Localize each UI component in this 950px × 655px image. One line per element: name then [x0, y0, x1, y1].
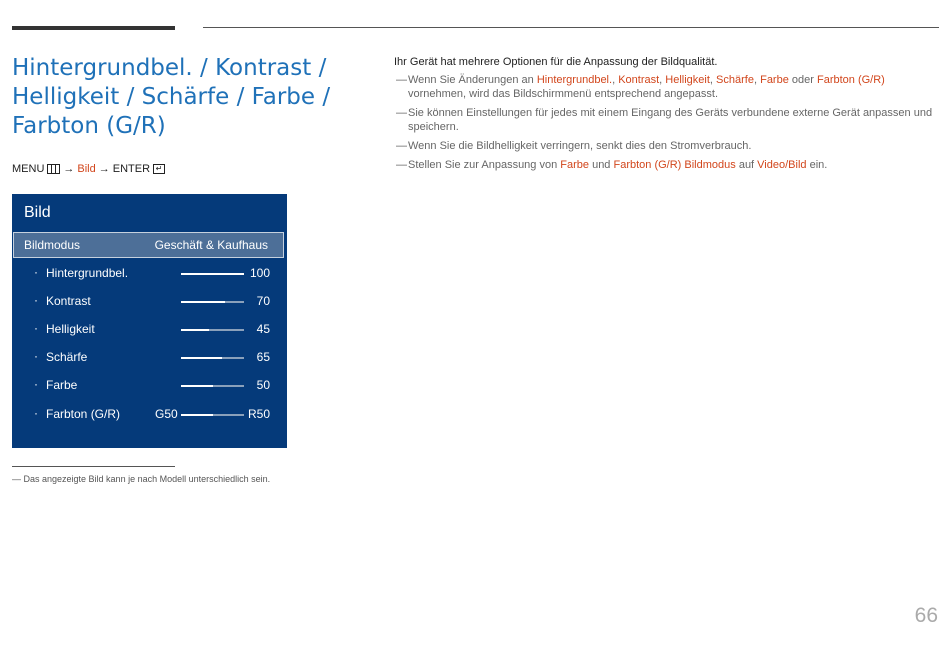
- header-rule-thick: [12, 26, 175, 30]
- osd-tint-green-value: G50: [155, 407, 178, 421]
- note-keyword: Farbe: [560, 159, 590, 171]
- menu-label: MENU: [12, 163, 45, 175]
- note-text: oder: [788, 74, 817, 86]
- osd-item-label: Farbton (G/R): [46, 407, 121, 421]
- menu-path-bild: Bild: [77, 163, 96, 175]
- page-number: 66: [914, 604, 938, 627]
- note-keyword: Schärfe: [716, 74, 754, 86]
- note-keyword: Video/Bild: [757, 159, 807, 171]
- note-keyword: Helligkeit: [665, 74, 710, 86]
- bullet-icon: ·: [34, 293, 38, 307]
- osd-slider-track[interactable]: [181, 357, 244, 359]
- intro-text: Ihr Gerät hat mehrere Optionen für die Anpassung der Bildqualität.: [394, 56, 718, 68]
- note-text: ,: [659, 74, 666, 86]
- note-text: vornehmen, wird das Bildschirmmenü entsprechend angepasst.: [408, 88, 718, 100]
- bullet-icon: ·: [34, 406, 38, 420]
- note-keyword: Farbton (G/R): [613, 159, 682, 171]
- bullet-icon: ·: [34, 265, 38, 279]
- osd-row-tint[interactable]: [12, 405, 287, 425]
- osd-row-brightness[interactable]: [12, 320, 287, 340]
- header-rule-thin: [203, 27, 939, 28]
- arrow-icon: →: [63, 163, 75, 175]
- bullet-icon: ·: [34, 349, 38, 363]
- osd-item-label: Kontrast: [46, 294, 91, 308]
- dash-icon: ―: [396, 159, 407, 171]
- note-text: Wenn Sie Änderungen an: [408, 74, 537, 86]
- note-item: [396, 139, 936, 153]
- note-text: ,: [612, 74, 619, 86]
- osd-slider-fill: [181, 301, 225, 303]
- osd-slider-fill: [181, 357, 222, 359]
- osd-row-backlight[interactable]: [12, 264, 287, 284]
- arrow-icon: →: [98, 163, 110, 175]
- note-keyword: Bildmodus: [684, 159, 736, 171]
- note-text: Stellen Sie zur Anpassung von: [408, 159, 561, 171]
- note-keyword: Farbton (G/R): [816, 74, 885, 86]
- notes-list: [396, 73, 936, 177]
- osd-row-color[interactable]: [12, 376, 287, 396]
- dash-icon: ―: [396, 74, 407, 86]
- osd-item-label: Schärfe: [46, 350, 88, 364]
- osd-title: Bild: [24, 204, 51, 221]
- osd-slider-track[interactable]: [181, 414, 244, 416]
- osd-slider-fill: [181, 385, 213, 387]
- osd-item-value: 100: [249, 266, 270, 280]
- note-keyword: Farbe: [760, 74, 789, 86]
- osd-picture-menu: [12, 194, 287, 448]
- note-item: [396, 158, 936, 172]
- osd-row-sharpness[interactable]: [12, 348, 287, 368]
- osd-slider-fill: [181, 273, 244, 275]
- osd-slider-track[interactable]: [181, 385, 244, 387]
- note-keyword: Hintergrundbel.: [536, 74, 613, 86]
- page-title: Hintergrundbel. / Kontrast / Helligkeit / Schärfe / Farbe / Farbton (G/R): [12, 55, 331, 139]
- osd-picture-mode-row[interactable]: [13, 232, 284, 258]
- osd-item-value: 65: [256, 350, 270, 364]
- osd-item-label: Hintergrundbel.: [46, 266, 129, 280]
- osd-picture-mode-label: Bildmodus: [24, 238, 81, 252]
- footnote-rule: [12, 466, 175, 467]
- enter-icon: ↵: [153, 164, 165, 174]
- bullet-icon: ·: [34, 377, 38, 391]
- note-keyword: Kontrast: [618, 74, 660, 86]
- osd-tint-red-value: R50: [247, 407, 270, 421]
- menu-path: [12, 163, 165, 175]
- osd-item-value: 50: [256, 378, 270, 392]
- dash-icon: ―: [396, 107, 407, 119]
- note-text: Sie können Einstellungen für jedes mit einem Eingang des Geräts verbundene externe Gerät anpassen und speichern.: [408, 107, 933, 133]
- osd-item-label: Helligkeit: [46, 322, 95, 336]
- note-text: ,: [753, 74, 761, 86]
- footnote: ― Das angezeigte Bild kann je nach Modell unterschiedlich sein.: [12, 474, 271, 484]
- osd-item-value: 45: [256, 322, 270, 336]
- note-text: auf: [735, 159, 758, 171]
- note-text: ,: [709, 74, 717, 86]
- bullet-icon: ·: [34, 321, 38, 335]
- note-text: Wenn Sie die Bildhelligkeit verringern, senkt dies den Stromverbrauch.: [408, 140, 752, 152]
- menu-icon: [47, 164, 60, 174]
- note-item: [396, 106, 936, 134]
- osd-item-label: Farbe: [46, 378, 78, 392]
- osd-slider-track[interactable]: [181, 301, 244, 303]
- dash-icon: ―: [396, 140, 407, 152]
- note-text: ein.: [806, 159, 828, 171]
- enter-label: ENTER: [112, 163, 151, 175]
- note-item: [396, 73, 936, 101]
- osd-row-contrast[interactable]: [12, 292, 287, 312]
- osd-item-value: 70: [256, 294, 270, 308]
- osd-slider-fill: [181, 329, 209, 331]
- osd-slider-fill: [181, 414, 213, 416]
- note-text: und: [589, 159, 614, 171]
- osd-slider-track[interactable]: [181, 329, 244, 331]
- osd-picture-mode-value: Geschäft & Kaufhaus: [154, 238, 268, 252]
- osd-slider-track[interactable]: [181, 273, 244, 275]
